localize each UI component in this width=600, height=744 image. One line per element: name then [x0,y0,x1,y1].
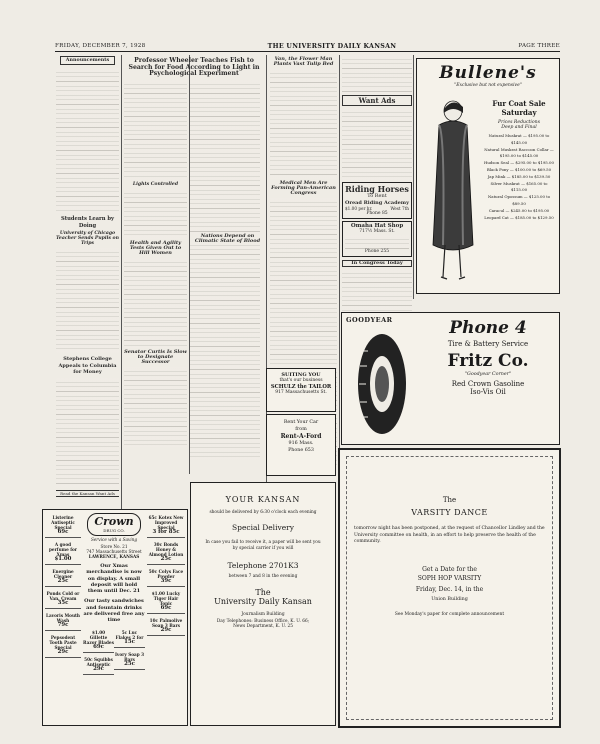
kansan-phones1: Day Telephones: Business Office, K. U. 66; [216,619,310,624]
fritz-service: Tire & Battery Service [447,340,529,348]
varsity-body: tomorrow night has been postponed, at the request of Chancellor Lindley and the University committee on health, in an effort to help preserve the health of the community. [354,526,545,544]
ford-line3: Rent-A-Ford [280,433,322,440]
sale-sub: Deep and Final [501,125,537,130]
want-ads-heading: Want Ads [342,95,412,106]
hat-ad-text [345,235,409,249]
stephens-headline: Stephens College Appeals to Columbia for Money [58,356,117,376]
crown-product-price: 79c [57,622,69,628]
kansan-phones2: News Department, K. U. 25 [233,624,293,629]
crown-product-name: 30c Bonds Honey & Almond Lotion [148,542,184,557]
hat-addr: 717½ Mass. St. [359,229,395,235]
crown-product-price: 29c [160,627,172,633]
article-body-text [56,248,119,353]
sale-item: Jap Mink — $185.00 to $139.50 [487,173,551,179]
crown-product [45,513,81,538]
article-body-text [270,69,337,179]
crown-logo [87,513,141,536]
suit-line3: SCHULZ the TAILOR [270,384,332,390]
kansan-title: YOUR KANSAN [225,495,301,504]
crown-product-name: 5c Luc Flakes 2 for [115,629,144,640]
crown-msg1: Our Xmas merchandise is now on display. A small deposit will hold them until Dec. 21 [86,563,142,595]
varsity-dance-ad [338,448,561,728]
crown-product-name: Ponds Cold or Van. Cream [46,591,80,601]
crown-product [83,628,114,653]
header-page-number: PAGE THREE [518,43,560,49]
riding-title: Riding Horses [345,184,409,194]
kansan-bldg: Journalism Building [241,612,285,617]
congress-heading: In Congress Today [342,260,412,267]
crown-product [45,589,81,609]
kansan-line3: between 7 and 8 in the evening [228,574,298,579]
crown-product-name: Energine Cleaner [52,569,74,579]
crown-product-name: Ivory Soap 3 Bars [114,651,145,662]
crown-msg2: Our tasty sandwiches and fountain drinks are delivered free any time [83,598,145,624]
crown-city: LAWRENCE, KANSAS [88,554,140,559]
crown-mid-column [83,628,114,677]
crown-product-price: 69c [160,605,172,611]
suit-line4: 917 Massachusetts St. [275,390,327,395]
hat-phone: Phone 255 [364,248,390,254]
page-header [55,41,560,51]
crown-product-price: 29c [57,649,69,655]
crown-product-name: $1.00 Lucky Tiger Hair Tonic [151,591,181,606]
column-divider [413,55,414,299]
fritz-gas: Red Crown Gasoline [451,380,525,388]
crown-product-name: 10c Palmolive Soap 3 Bars [149,618,183,628]
kansan-special: Special Delivery [232,523,294,532]
want-ads-list [342,108,412,180]
riding-phone: Phone 85 [366,211,388,217]
crown-product [45,611,81,631]
crown-product-name: 50c Squibbs Antiseptic [84,656,113,667]
column-1 [56,55,119,510]
sale-item: Silver Muskrat — $165.00 to $115.00 [490,180,548,193]
crown-service: Service with a Saving [90,537,138,542]
crown-product [147,589,185,614]
crown-product [83,655,114,675]
bullenes-sale-block [483,99,555,221]
varsity-note: See Monday's paper for complete announcement [394,611,505,617]
tire-icon [356,331,408,437]
riding-addr: West 7th [390,206,409,212]
crown-product-name: Listerine Antiseptic Special [51,515,75,530]
crown-left-column [45,513,81,660]
announcements-heading: Announcements [60,56,115,65]
article-body-text [270,198,337,318]
suit-line1: SUITING YOU [281,372,321,378]
riding-horses-ad [342,182,412,219]
crown-addr: 747 Massachusetts Street [86,549,142,554]
article-body-text [342,55,412,93]
sale-item: Caracul — $245.00 to $195.00 [488,207,550,213]
crown-product-price: $1.00 [54,556,72,562]
rent-a-ford-ad [266,414,336,476]
fritz-slogan: "Goodyear Corner" [464,372,512,377]
students-subheadline: University of Chicago Teacher Sends Pupils on Trips [56,231,119,247]
curtis-headline: Senator Curtis Is Slow to Designate Successor [124,348,187,366]
vanilla-headline: Van, the Flower Man Plants Vast Tulip Bed [273,56,334,68]
fritz-co-ad [341,312,560,445]
article-body-text [124,367,187,447]
riding-price: $1.00 per hr. [345,206,373,212]
goodyear-brand: GOODYEAR [346,316,393,324]
varsity-date: Friday, Dec. 14, in the [415,585,484,593]
crown-product-name: Pepsodent Tooth Paste Special [49,635,77,650]
crown-product-price: 3 for 85c [152,529,180,535]
riding-sub: To Rent [367,193,387,199]
crown-product [147,616,185,636]
header-rule [55,51,560,52]
crown-product-name: Lavoris Mouth Wash [46,613,80,623]
fur-coat-woman-illustration [423,95,481,285]
varsity-tickets: Get a Date for the [422,565,477,573]
bullenes-tagline: "Exclusive but not expensive" [454,83,522,88]
crown-product-price: 29c [93,665,104,672]
ford-line2: from [295,427,307,432]
ford-line4: 916 Mass. [288,441,314,446]
health-headline: Health and Agility Tests Given Out to Hill Women [129,239,182,256]
sale-item: Hudson Seal — $295.00 to $195.00 [484,160,554,166]
nations-article [190,232,265,282]
crown-mid-items [83,628,145,677]
crown-center-column [83,513,145,677]
crown-product [147,540,185,565]
ford-line1: Rent Your Car [283,420,319,425]
sale-item: Natural Muskrat Raccoon Collar — $195.00 to $145.00 [484,146,554,159]
crown-product-name: $1.00 Gillette Razor Blades [83,629,114,645]
varsity-title: VARSITY DANCE [411,508,488,517]
crown-product [45,633,81,658]
article-body-text [56,378,119,488]
kansan-phone: Telephone 2701K3 [227,561,299,570]
crown-product-price: 39c [160,578,172,584]
crown-product-price: 15c [124,638,135,645]
crown-drug: DRUG CO. [103,528,125,533]
lights-subhead: Lights Controlled [132,181,179,187]
sale-day: Saturday [501,108,537,117]
bullenes-logo: Bullene's [439,63,537,83]
crown-right-column [147,513,185,638]
fritz-name: Fritz Co. [447,351,529,371]
hat-title: Omaha Hat Shop [350,223,404,230]
crown-product-price: 35c [57,600,69,606]
crown-product [114,628,145,648]
crown-product-price: 25c [160,556,172,562]
crown-product [147,567,185,587]
kansan-line1: should be delivered by 6:30 o'clock each evening [209,510,317,515]
crown-product-name: 65c Kotex New Improved Special [148,515,184,530]
medical-headline: Medical Men Are Forming Pan-American Congress [271,180,336,197]
column-divider [339,55,340,512]
nations-headline: Nations Depend on Climatic State of Blood [190,234,265,244]
suit-line2: that's our business [279,378,323,383]
omaha-hat-ad [342,221,412,256]
article-body-text [124,80,187,180]
article-body-text [56,68,119,213]
fritz-oil: Iso-Vis Oil [470,388,506,396]
your-kansan-ad [190,482,336,726]
article-body-text [124,258,187,348]
article-body-text [124,189,187,239]
crown-product-price: 69c [93,643,104,650]
crown-product [114,650,145,670]
crown-product [147,513,185,538]
kansan-line2: In case you fail to receive it, a paper will be sent you by special carrier if you will [205,540,321,551]
column-divider [121,55,122,512]
crown-product-price: 25c [124,660,135,667]
sale-item: Black Pony — $100.00 to $69.50 [486,166,552,172]
fritz-text-block [420,317,556,396]
bullenes-ad [416,58,560,294]
header-date: FRIDAY, DECEMBER 7, 1928 [55,43,146,49]
crown-store: Store No. 21 [100,544,128,549]
header-paper-name: THE UNIVERSITY DAILY KANSAN [267,42,397,50]
sale-item: Natural Muskrat — $195.00 to $145.00 [488,133,550,145]
sale-item: Leopard Cat — $185.00 to $129.50 [484,214,554,220]
crown-product-name: A good perfume for Xmas [49,542,77,557]
crown-product [45,567,81,587]
read-want-ads-note: Read the Kansan Want Ads [56,490,119,497]
crown-drug-ad [42,509,188,726]
sale-title: Fur Coat Sale [492,99,546,108]
kansan-the: The [255,588,271,597]
varsity-place: Union Building [431,596,468,602]
varsity-text-block [354,496,545,617]
crown-mid2-column [114,628,145,677]
crown-name: Crown [94,515,134,528]
crown-product-price: 69c [57,529,69,535]
riding-name: Oread Riding Academy [345,200,410,207]
varsity-the: The [442,496,457,504]
crown-product-name: 50c Colys Face Powder [148,569,184,579]
schulz-tailor-ad [266,368,336,412]
students-headline: Students Learn by Doing [61,216,114,229]
kansan-name: University Daily Kansan [214,597,312,606]
sale-item-list [483,133,555,221]
fritz-phone: Phone 4 [449,318,527,338]
ford-line5: Phone 653 [288,448,314,453]
crown-product-price: 25c [57,578,69,584]
fish-headline: Professor Wheeler Teaches Fish to Search for Food According to Light in Psychological Experiment [128,57,260,77]
sale-prices: Prices Reductions [498,120,540,125]
sale-item: Natural Opossum — $125.00 to $89.50 [487,194,551,206]
varsity-event: SOPH HOP VARSITY [417,574,482,582]
crown-product [45,540,81,565]
